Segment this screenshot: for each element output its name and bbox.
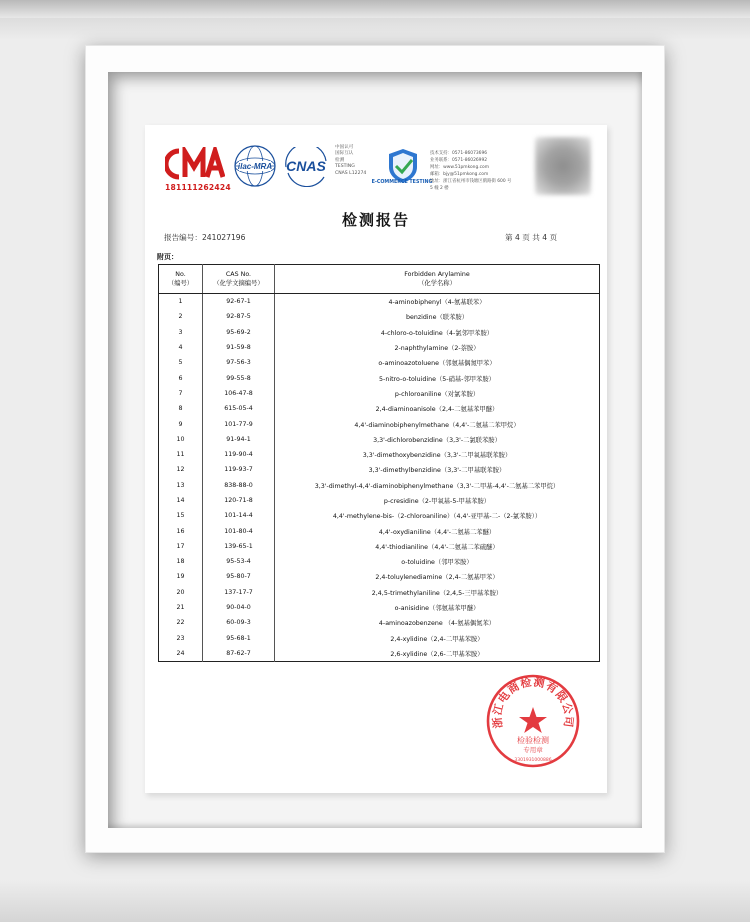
contact-line: 5 幢 2 楼 [430, 186, 449, 191]
cell-name: 4,4'-thiodianiline（4,4'-二氨基二苯硫醚） [375, 543, 499, 551]
cell-no: 9 [159, 416, 203, 431]
cnas-accreditation-text [335, 145, 366, 177]
seal-inner-text: 检验检测 [517, 736, 549, 745]
contact-line: 网址：www.51pmkong.com [430, 165, 490, 170]
cnas-logo-icon [280, 147, 332, 187]
header-cas-cn: （化学文摘编号） [213, 280, 264, 287]
cell-cas: 92-67-1 [203, 294, 275, 310]
cell-cas: 95-68-1 [203, 631, 275, 646]
cell-name: 2,4,5-trimethylaniline（2,4,5-三甲基苯胺） [371, 589, 503, 597]
cell-cas: 95-53-4 [203, 554, 275, 569]
annex-label: 附页： [157, 253, 178, 261]
table-row [159, 432, 600, 447]
table-row [159, 523, 600, 538]
header-name-cn: （化学名称） [418, 280, 456, 287]
cell-name: 4,4'-diaminobiphenylmethane（4,4'-二氨基二苯甲烷） [354, 421, 520, 429]
ilac-mra-logo-icon [233, 144, 277, 188]
cell-no: 12 [159, 462, 203, 477]
seal-inner-text-2: 专用章 [523, 746, 543, 754]
table-header-row [159, 265, 600, 294]
cell-no: 2 [159, 309, 203, 324]
official-seal [485, 673, 581, 769]
cell-cas: 615-05-4 [203, 401, 275, 416]
blurred-qr-code [535, 137, 591, 195]
cell-cas: 101-14-4 [203, 508, 275, 523]
forbidden-arylamine-table [158, 264, 600, 662]
cell-no: 5 [159, 355, 203, 370]
header-no-cn: （编号） [167, 280, 194, 287]
cell-no: 19 [159, 569, 203, 584]
cell-no: 11 [159, 447, 203, 462]
cma-mark-icon [165, 147, 225, 181]
cell-no: 24 [159, 646, 203, 662]
contact-line: 地址：浙江省杭州市钱塘区鹤路街 600 号 [430, 179, 512, 184]
cma-number: 181111262424 [165, 183, 231, 192]
cell-no: 6 [159, 370, 203, 385]
cell-cas: 95-80-7 [203, 569, 275, 584]
table-row [159, 493, 600, 508]
header-name [275, 265, 600, 294]
cell-no: 21 [159, 600, 203, 615]
table-row [159, 631, 600, 646]
cell-name: o-anisidine（邻氨基苯甲醚） [394, 605, 480, 613]
cell-cas: 139-65-1 [203, 539, 275, 554]
seal-outer-text: 浙江电商检测有限公司 [490, 675, 576, 729]
cell-no: 18 [159, 554, 203, 569]
wall-top-shadow [0, 0, 750, 18]
cell-cas: 91-59-8 [203, 340, 275, 355]
cell-name: p-chloroaniline（对氯苯胺） [394, 390, 480, 398]
cell-cas: 119-90-4 [203, 447, 275, 462]
header-cas-en: CAS No. [225, 271, 252, 278]
cell-name: 2-naphthylamine（2-萘胺） [394, 345, 480, 353]
cell-name: 4-aminobiphenyl（4-氨基联苯） [388, 299, 486, 307]
cell-no: 13 [159, 478, 203, 493]
cnas-line: 国际互认 [335, 151, 354, 157]
cell-no: 10 [159, 432, 203, 447]
header-cas [203, 265, 275, 294]
table-row [159, 585, 600, 600]
cell-name: o-aminoazotoluene（邻氨基偶氮甲苯） [378, 360, 496, 368]
table-row [159, 447, 600, 462]
cell-cas: 92-87-5 [203, 309, 275, 324]
table-row [159, 340, 600, 355]
table-row [159, 478, 600, 493]
cell-no: 15 [159, 508, 203, 523]
seal-star-icon [519, 707, 547, 733]
cell-cas: 95-69-2 [203, 325, 275, 340]
cell-no: 4 [159, 340, 203, 355]
cell-no: 20 [159, 585, 203, 600]
cnas-line: 检测 [335, 157, 345, 163]
table-row [159, 416, 600, 431]
table-row [159, 646, 600, 662]
cell-name: 4,4'-oxydianiline（4,4'-二氨基二苯醚） [378, 528, 496, 536]
cell-cas: 137-17-7 [203, 585, 275, 600]
header-name-en: Forbidden Arylamine [404, 271, 470, 278]
cell-no: 16 [159, 523, 203, 538]
contact-line: 技术支持：0571-86073696 [430, 151, 488, 156]
cell-name: 2,4-diaminoanisole（2,4-二氨基苯甲醚） [375, 406, 499, 414]
table-row [159, 294, 600, 310]
cell-cas: 60-09-3 [203, 615, 275, 630]
cell-cas: 106-47-8 [203, 386, 275, 401]
cell-no: 14 [159, 493, 203, 508]
table-row [159, 401, 600, 416]
cell-cas: 87-62-7 [203, 646, 275, 662]
table-row [159, 554, 600, 569]
cell-cas: 99-55-8 [203, 370, 275, 385]
table-row [159, 370, 600, 385]
cell-no: 17 [159, 539, 203, 554]
cell-name: 4-aminoazobenzene （4-氨基偶氮苯） [378, 620, 496, 628]
cell-cas: 838-88-0 [203, 478, 275, 493]
table-row [159, 309, 600, 324]
cell-name: 2,4-xylidine（2,4-二甲基苯胺） [390, 635, 484, 643]
table-row [159, 539, 600, 554]
table-row [159, 615, 600, 630]
report-title: 检测报告 [341, 211, 410, 229]
header-no [159, 265, 203, 294]
report-number: 报告编号：241027196 [164, 233, 246, 242]
cell-name: 5-nitro-o-toluidine（5-硝基-邻甲苯胺） [379, 375, 495, 383]
report-page [145, 125, 607, 793]
cell-name: p-cresidine（2-甲氧基-5-甲基苯胺） [383, 498, 491, 505]
cell-cas: 120-71-8 [203, 493, 275, 508]
table-row [159, 462, 600, 477]
contact-line: 业务联系：0571-86026992 [430, 158, 488, 163]
svg-text:ilac-MRA: ilac-MRA [237, 162, 273, 171]
cell-cas: 90-04-0 [203, 600, 275, 615]
cell-name: 2,4-toluylenediamine（2,4-二氨基甲苯） [375, 574, 499, 582]
cnas-line: TESTING [335, 164, 355, 170]
cell-name: 3,3'-dimethyl-4,4'-diaminobiphenylmethane（3,3'-二甲基-4,4'-二氨基二苯甲烷） [314, 482, 560, 490]
cell-cas: 101-77-9 [203, 416, 275, 431]
page-indicator: 第 4 页 共 4 页 [505, 233, 558, 242]
cell-name: 3,3'-dimethoxybenzidine（3,3'-二甲氧基联苯胺） [362, 452, 512, 460]
table-row [159, 386, 600, 401]
cell-cas: 97-56-3 [203, 355, 275, 370]
svg-text:CNAS: CNAS [286, 158, 326, 174]
ecommerce-testing-label: E-COMMERCE TESTING [371, 180, 433, 185]
cell-name: 2,6-xylidine（2,6-二甲基苯胺） [390, 650, 484, 658]
cell-no: 7 [159, 386, 203, 401]
cnas-line: CNAS L12274 [335, 170, 367, 176]
cell-name: 4-chloro-o-toluidine（4-氯邻甲苯胺） [380, 329, 494, 337]
table-row [159, 355, 600, 370]
cell-no: 1 [159, 294, 203, 310]
cell-cas: 101-80-4 [203, 523, 275, 538]
header-no-en: No. [175, 271, 186, 278]
contact-line: 邮箱：bjy@51pmkong.com [430, 172, 489, 177]
table-row [159, 508, 600, 523]
table-row [159, 600, 600, 615]
cell-no: 22 [159, 615, 203, 630]
cell-name: 3,3'-dichlorobenzidine（3,3'-二氯联苯胺） [373, 436, 501, 444]
cell-name: benzidine（联苯胺） [405, 314, 468, 322]
table-row [159, 325, 600, 340]
seal-serial: 3301931000886 [514, 758, 552, 763]
cell-cas: 91-94-1 [203, 432, 275, 447]
cell-name: o-toluidine（邻甲苯胺） [401, 559, 473, 567]
table-row [159, 569, 600, 584]
cell-no: 23 [159, 631, 203, 646]
ecommerce-testing-shield-icon [373, 145, 433, 195]
cnas-line: 中国认可 [335, 145, 354, 150]
cell-cas: 119-93-7 [203, 462, 275, 477]
contact-info [430, 150, 511, 192]
cell-name: 4,4'-methylene-bis-（2-chloroaniline）（4,4'-亚甲基-二-（2-氯苯胺）） [332, 513, 542, 521]
cell-no: 8 [159, 401, 203, 416]
cell-no: 3 [159, 325, 203, 340]
cell-name: 3,3'-dimethylbenzidine（3,3'-二甲基联苯胺） [368, 467, 506, 475]
